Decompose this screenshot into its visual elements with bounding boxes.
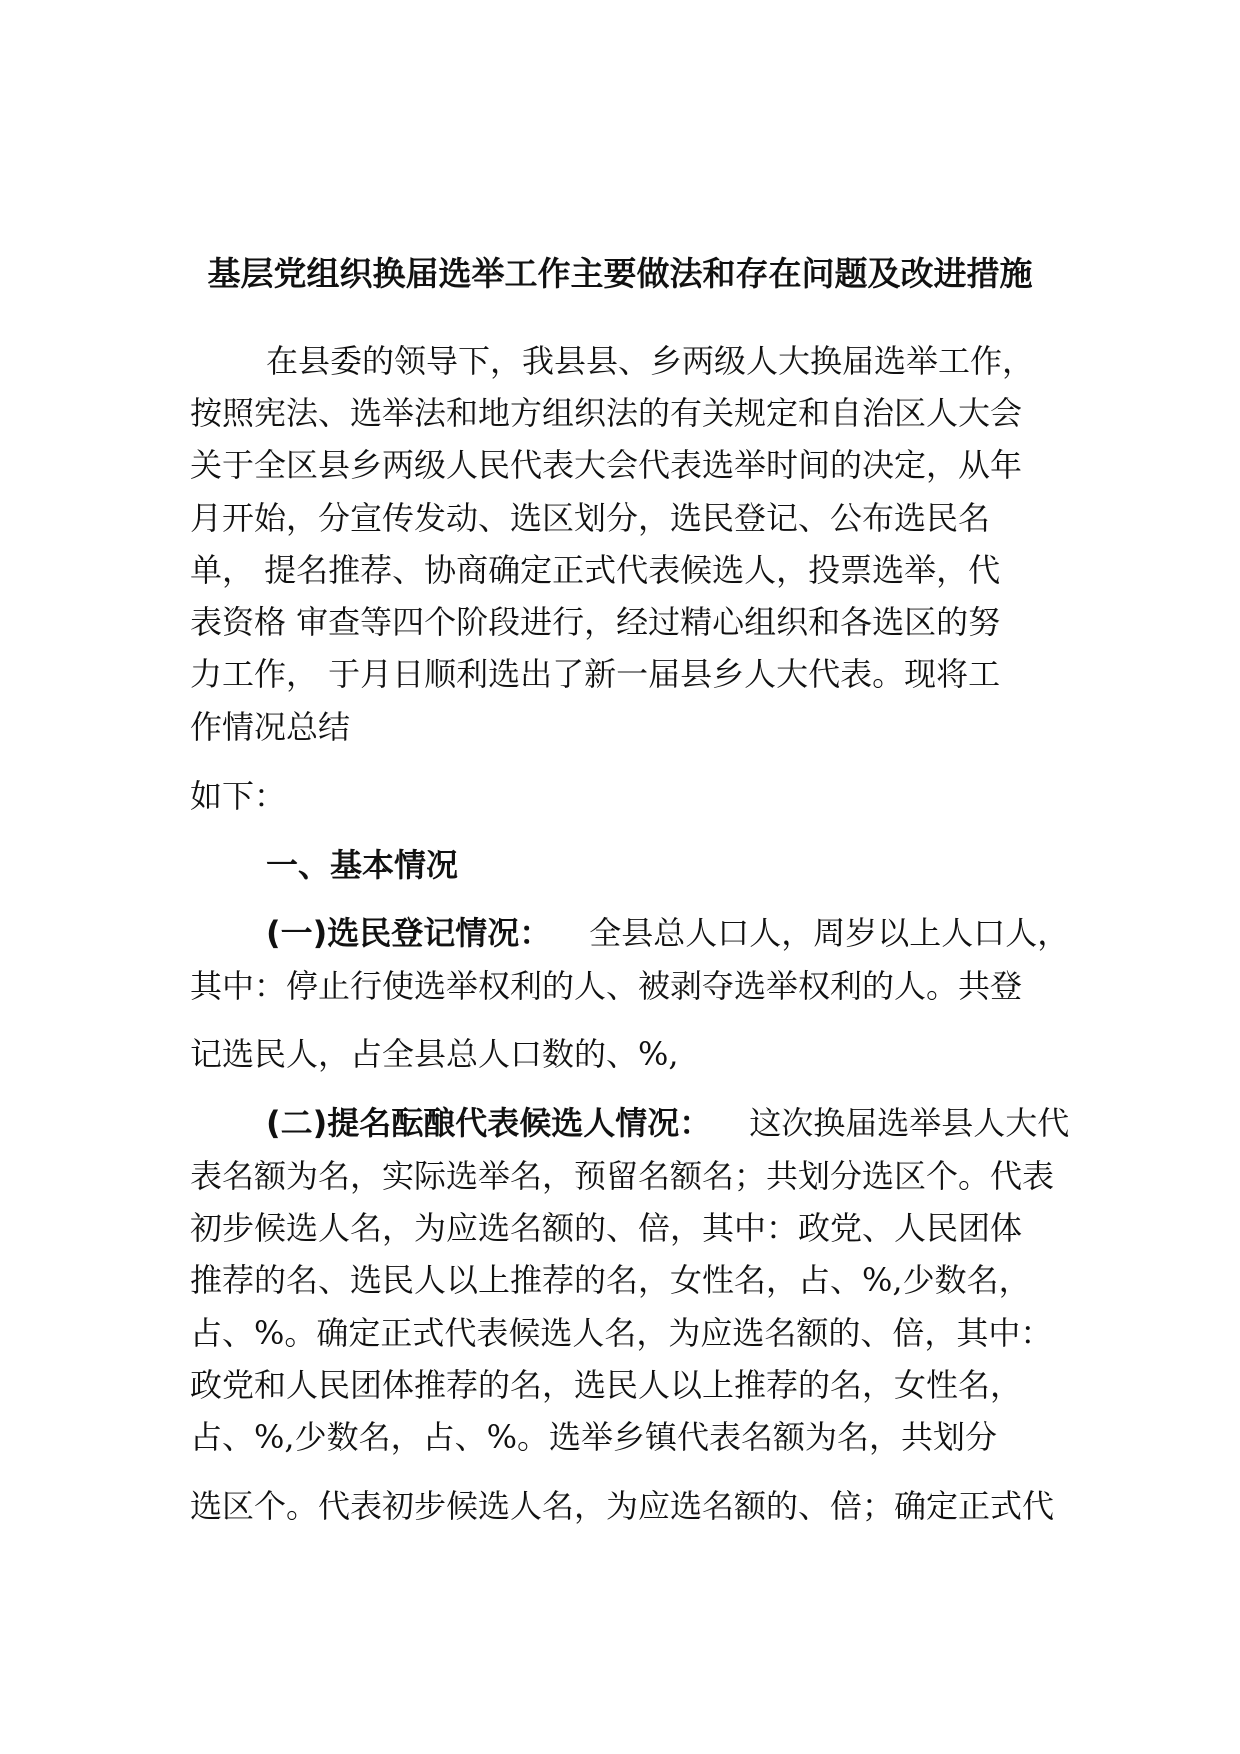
sub2-line-2: 表名额为名，实际选举名，预留名额名；共划分选区个。代表 — [190, 1157, 1055, 1195]
intro-line-5: 单， 提名推荐、协商确定正式代表候选人，投票选举，代 — [190, 551, 1001, 589]
section-heading-basic: 一、基本情况 — [266, 846, 459, 884]
sub2-line-5: 占、%。确定正式代表候选人名，为应选名额的、倍，其中： — [190, 1314, 1053, 1352]
intro-line-8: 作情况总结 — [190, 708, 351, 746]
sub2-first-text: 这次换届选举县人大代 — [749, 1104, 1070, 1142]
intro-line-1: 在县委的领导下，我县县、乡两级人大换届选举工作， — [266, 342, 1035, 380]
sub2-line-8: 选区个。代表初步候选人名，为应选名额的、倍；确定正式代 — [190, 1487, 1055, 1525]
intro-line-9: 如下： — [190, 777, 287, 815]
sub2-heading: (二)提名酝酿代表候选人情况： — [266, 1104, 712, 1142]
sub1-line-3: 记选民人，占全县总人口数的、%, — [190, 1035, 679, 1073]
intro-line-6: 表资格 审查等四个阶段进行，经过精心组织和各选区的努 — [190, 603, 1001, 641]
sub2-line-6: 政党和人民团体推荐的名，选民人以上推荐的名，女性名， — [190, 1366, 1023, 1404]
intro-line-2: 按照宪法、选举法和地方组织法的有关规定和自治区人大会 — [190, 394, 1023, 432]
sub1-first-text: 全县总人口人，周岁以上人口人， — [589, 914, 1070, 952]
document-title: 基层党组织换届选举工作主要做法和存在问题及改进措施 — [207, 254, 1033, 293]
sub2-line-4: 推荐的名、选民人以上推荐的名，女性名，占、%,少数名， — [190, 1261, 1031, 1299]
intro-line-7: 力工作， 于月日顺利选出了新一届县乡人大代表。现将工 — [190, 655, 1001, 693]
sub2-line-7: 占、%,少数名，占、%。选举乡镇代表名额为名，共划分 — [190, 1418, 997, 1456]
sub1-heading: (一)选民登记情况： — [266, 914, 552, 952]
intro-line-4: 月开始，分宣传发动、选区划分，选民登记、公布选民名 — [190, 499, 991, 537]
intro-line-3: 关于全区县乡两级人民代表大会代表选举时间的决定，从年 — [190, 446, 1023, 484]
sub2-line-3: 初步候选人名，为应选名额的、倍，其中：政党、人民团体 — [190, 1209, 1023, 1247]
sub1-first-line — [266, 911, 1069, 955]
sub1-line-2: 其中：停止行使选举权利的人、被剥夺选举权利的人。共登 — [190, 967, 1023, 1005]
sub2-first-line — [266, 1101, 1069, 1145]
